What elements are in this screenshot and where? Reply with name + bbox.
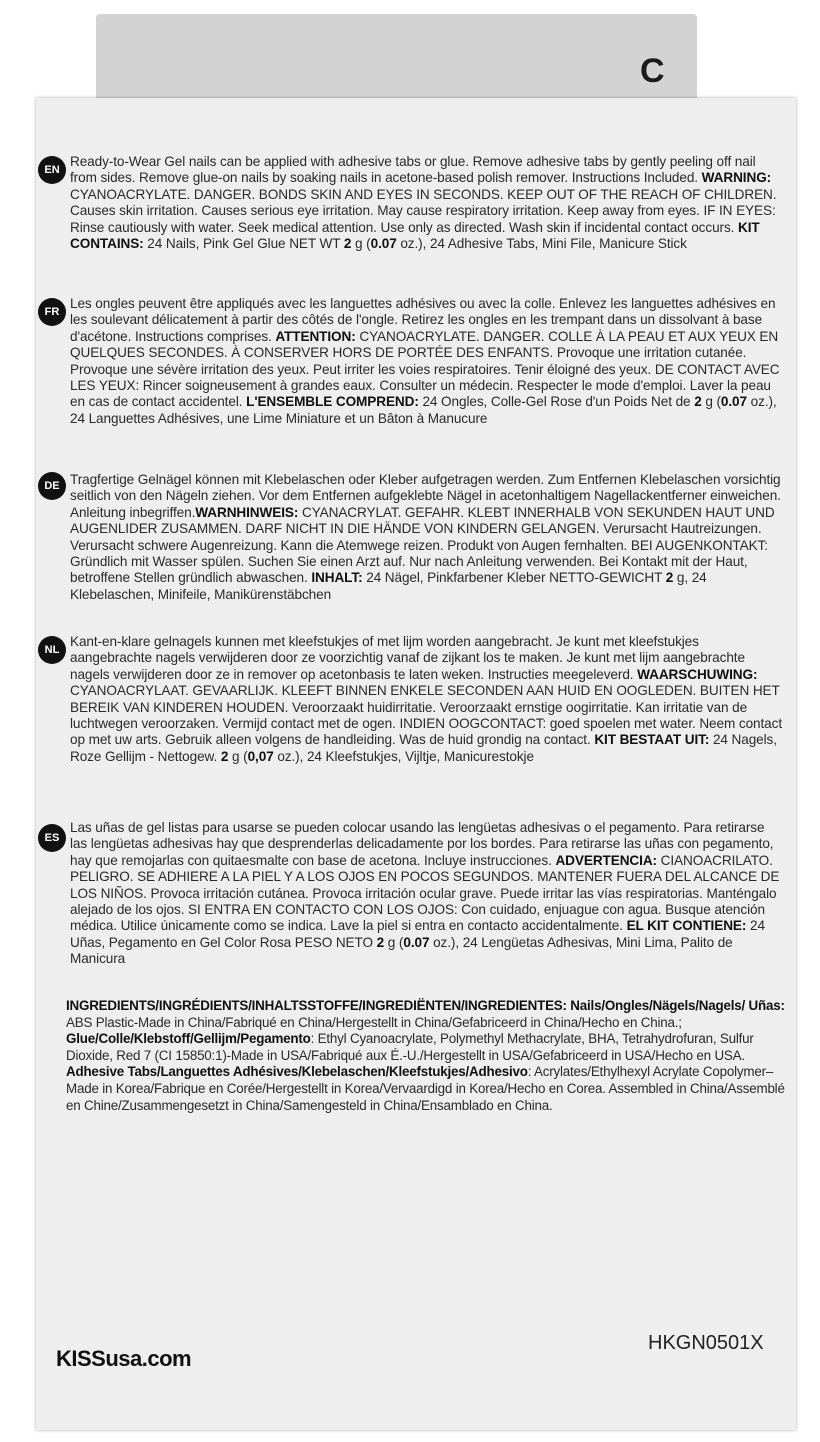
package-back-panel [36,98,796,1430]
lang-badge-fr: FR [38,298,66,326]
lang-badge-de: DE [38,472,66,500]
section-en: Ready-to-Wear Gel nails can be applied with adhesive tabs or glue. Remove adhesive tabs by gently peeling off nail from sides. Remove glue-on nails by soaking nails in acetone-based polish remover. Instructions Included. WARNING: CYANOACRYLATE. DANGER. BONDS SKIN AND EYES IN SECONDS. KEEP OUT OF THE REACH OF CHILDREN. Causes skin irritation. Causes serious eye irritation. May cause respiratory irritation. Keep away from eyes. IF IN EYES: Rinse cautiously with water. Seek medical attention. Use only as directed. Wash skin if incidental contact occurs. KIT CONTAINS: 24 Nails, Pink Gel Glue NET WT 2 g (0.07 oz.), 24 Adhesive Tabs, Mini File, Manicure Stick [70,154,777,252]
section-es: Las uñas de gel listas para usarse se pueden colocar usando las lengüetas adhesivas o el pegamento. Para retirarse las lengüetas adhesivas hay que desprenderlas delicadamente por los bordes. Para retirarse las uñas con pegamento, hay que remojarlas con quitaesmalte con base de acetona. Incluye instrucciones. ADVERTENCIA: CIANOACRILATO. PELIGRO. SE ADHIERE A LA PIEL Y A LOS OJOS EN POCOS SEGUNDOS. MANTENER FUERA DEL ALCANCE DE LOS NIÑOS. Provoca irritación cutánea. Provoca irritación ocular grave. Puede irritar las vías respiratorias. Manténgalo alejado de los ojos. SI ENTRA EN CONTACTO CON LOS OJOS: Con cuidado, enjuague con agua. Busque atención médica. Utilice únicamente como se indica. Lave la piel si entra en contacto accidentalmente. EL KIT CONTIENE: 24 Uñas, Pegamento en Gel Color Rosa PESO NETO 2 g (0.07 oz.), 24 Lengüetas Adhesivas, Mini Lima, Palito de Manicura [70,820,780,967]
ingredients-block: INGREDIENTS/INGRÉDIENTS/INHALTSSTOFFE/INGREDIËNTEN/INGREDIENTES: Nails/Ongles/Nägels/Nagels/ Uñas: ABS Plastic-Made in China/Fabriqué en China/Hergestellt in China/Gefabriceerd in China/Hecho en China.; Glue/Colle/Klebstoff/Gellijm/Pegamento: Ethyl Cyanoacrylate, Polymethyl Methacrylate, BHA, Tetrahydrofuran, Sulfur Dioxide, Red 7 (CI 15850:1)-Made in USA/Fabriqué aux É.-U./Hergestellt in USA/Gefabriceerd in USA/Hecho en USA. Adhesive Tabs/Languettes Adhésives/Klebelaschen/Kleefstukjes/Adhesivo: Acrylates/Ethylhexyl Acrylate Copolymer–Made in Korea/Fabrique en Corée/Hergestellt in Korea/Vervaardigd in Korea/Hecho en Corea. Assembled in China/Assemblé en Chine/Zusammengesetzt in China/Samengesteld in China/Ensamblado en China. [66,998,785,1113]
lang-badge-es: ES [38,824,66,852]
section-fr: Les ongles peuvent être appliqués avec les languettes adhésives ou avec la colle. Enlevez les languettes adhésives en les soulevant délicatement à partir des côtés de l'ongle. Retirez les ongles en les trempant dans un dissolvant à base d'acétone. Instructions comprises. ATTENTION: CYANOACRYLATE. DANGER. COLLE À LA PEAU ET AUX YEUX EN QUELQUES SECONDES. À CONSERVER HORS DE PORTÉE DES ENFANTS. Provoque une irritation cutanée. Provoque une sévère irritation des yeux. Peut irriter les voies respiratoires. Tenir éloigné des yeux. DE CONTACT AVEC LES YEUX: Rincer soigneusement à grandes eaux. Consulter un médecin. Respecter le mode d'emploi. Laver la peau en cas de contact accidentel. L'ENSEMBLE COMPREND: 24 Ongles, Colle-Gel Rose d'un Poids Net de 2 g (0.07 oz.), 24 Languettes Adhésives, une Lime Miniature et un Bâton à Manucure [70,296,780,426]
lang-badge-nl: NL [38,636,66,664]
lang-badge-en: EN [38,156,66,184]
section-nl: Kant-en-klare gelnagels kunnen met kleefstukjes of met lijm worden aangebracht. Je kunt met kleefstukjes aangebrachte nagels verwijderen door ze voorzichtig vanaf de zijkant los te maken. Je kunt met lijm aangebrachte nagels verwijderen door ze in remover op acetonbasis te laten weken. Instructies meegeleverd. WAARSCHUWING: CYANOACRYLAAT. GEVAARLIJK. KLEEFT BINNEN ENKELE SECONDEN AAN HUID EN OOGLEDEN. BUITEN HET BEREIK VAN KINDEREN HOUDEN. Veroorzaakt huidirritatie. Veroorzaakt ernstige oogirritatie. Kan irritatie van de luchtwegen veroorzaken. Vermijd contact met de ogen. INDIEN OOGCONTACT: goed spoelen met water. Neem contact op met uw arts. Gebruik alleen volgens de handleiding. Was de huid grondig na contact. KIT BESTAAT UIT: 24 Nagels, Roze Gellijm - Nettogew. 2 g (0,07 oz.), 24 Kleefstukjes, Vijltje, Manicurestokje [70,634,783,764]
website-url: KISSusa.com [56,1346,192,1371]
product-code: HKGN0501X [648,1332,764,1354]
variant-letter: C [640,52,665,90]
section-de: Tragfertige Gelnägel können mit Klebelaschen oder Kleber aufgetragen werden. Zum Entfernen Klebelaschen vorsichtig seitlich von den Nägeln ziehen. Vor dem Entfernen aufgeklebte Nägel in acetonhaltigem Nagellackentferner einweichen. Anleitung inbegriffen.WARNHINWEIS: CYANACRYLAT. GEFAHR. KLEBT INNERHALB VON SEKUNDEN HAUT UND AUGENLIDER ZUSAMMEN. DARF NICHT IN DIE HÄNDE VON KINDERN GELANGEN. Verursacht Hautreizungen. Verursacht schwere Augenreizung. Kann die Atemwege reizen. Produkt von Augen fernhalten. BEI AUGENKONTAKT: Gründlich mit Wasser spülen. Suchen Sie einen Arzt auf. Nur nach Anleitung verwenden. Bei Kontakt mit der Haut, betroffene Stellen gründlich abwaschen. INHALT: 24 Nägel, Pinkfarbener Kleber NETTO-GEWICHT 2 g, 24 Klebelaschen, Minifeile, Manikürenstäbchen [70,472,781,602]
